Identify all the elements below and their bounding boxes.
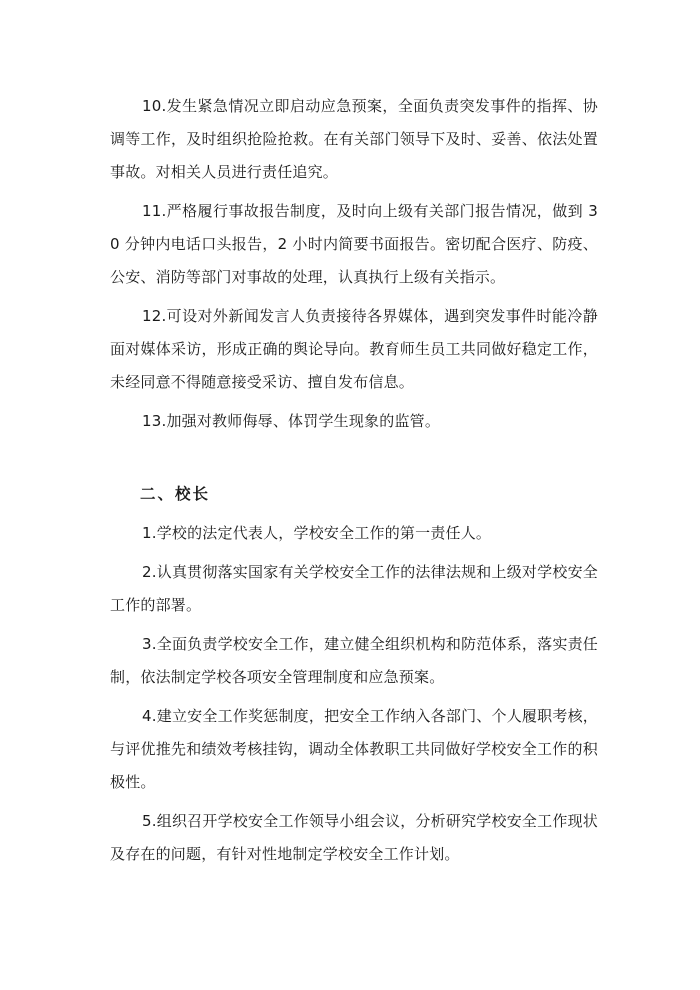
paragraph-item-11: 11.严格履行事故报告制度，及时向上级有关部门报告情况，做到 30 分钟内电话口头报告，2 小时内简要书面报告。密切配合医疗、防疫、公安、消防等部门对事故的处理，认真执行上级有关指示。 bbox=[110, 202, 598, 286]
principal-duty-5: 5.组织召开学校安全工作领导小组会议，分析研究学校安全工作现状及存在的问题，有针对性地制定学校安全工作计划。 bbox=[110, 812, 598, 863]
principal-duty-3: 3.全面负责学校安全工作，建立健全组织机构和防范体系，落实责任制，依法制定学校各项安全管理制度和应急预案。 bbox=[110, 635, 598, 686]
principal-duty-1: 1.学校的法定代表人，学校安全工作的第一责任人。 bbox=[142, 524, 492, 542]
paragraph-item-12: 12.可设对外新闻发言人负责接待各界媒体，遇到突发事件时能冷静面对媒体采访，形成正确的舆论导向。教育师生员工共同做好稳定工作，未经同意不得随意接受采访、擅自发布信息。 bbox=[110, 307, 598, 391]
principal-duty-4: 4.建立安全工作奖惩制度，把安全工作纳入各部门、个人履职考核，与评优推先和绩效考核挂钩，调动全体教职工共同做好学校安全工作的积极性。 bbox=[110, 707, 598, 791]
section-heading-principal: 二、校长 bbox=[140, 485, 211, 503]
principal-duty-2: 2.认真贯彻落实国家有关学校安全工作的法律法规和上级对学校安全工作的部署。 bbox=[110, 563, 598, 614]
paragraph-item-13: 13.加强对教师侮辱、体罚学生现象的监管。 bbox=[142, 412, 441, 430]
paragraph-item-10: 10.发生紧急情况立即启动应急预案，全面负责突发事件的指挥、协调等工作，及时组织抢险抢救。在有关部门领导下及时、妥善、依法处置事故。对相关人员进行责任追究。 bbox=[110, 97, 598, 181]
document-body bbox=[110, 90, 598, 871]
